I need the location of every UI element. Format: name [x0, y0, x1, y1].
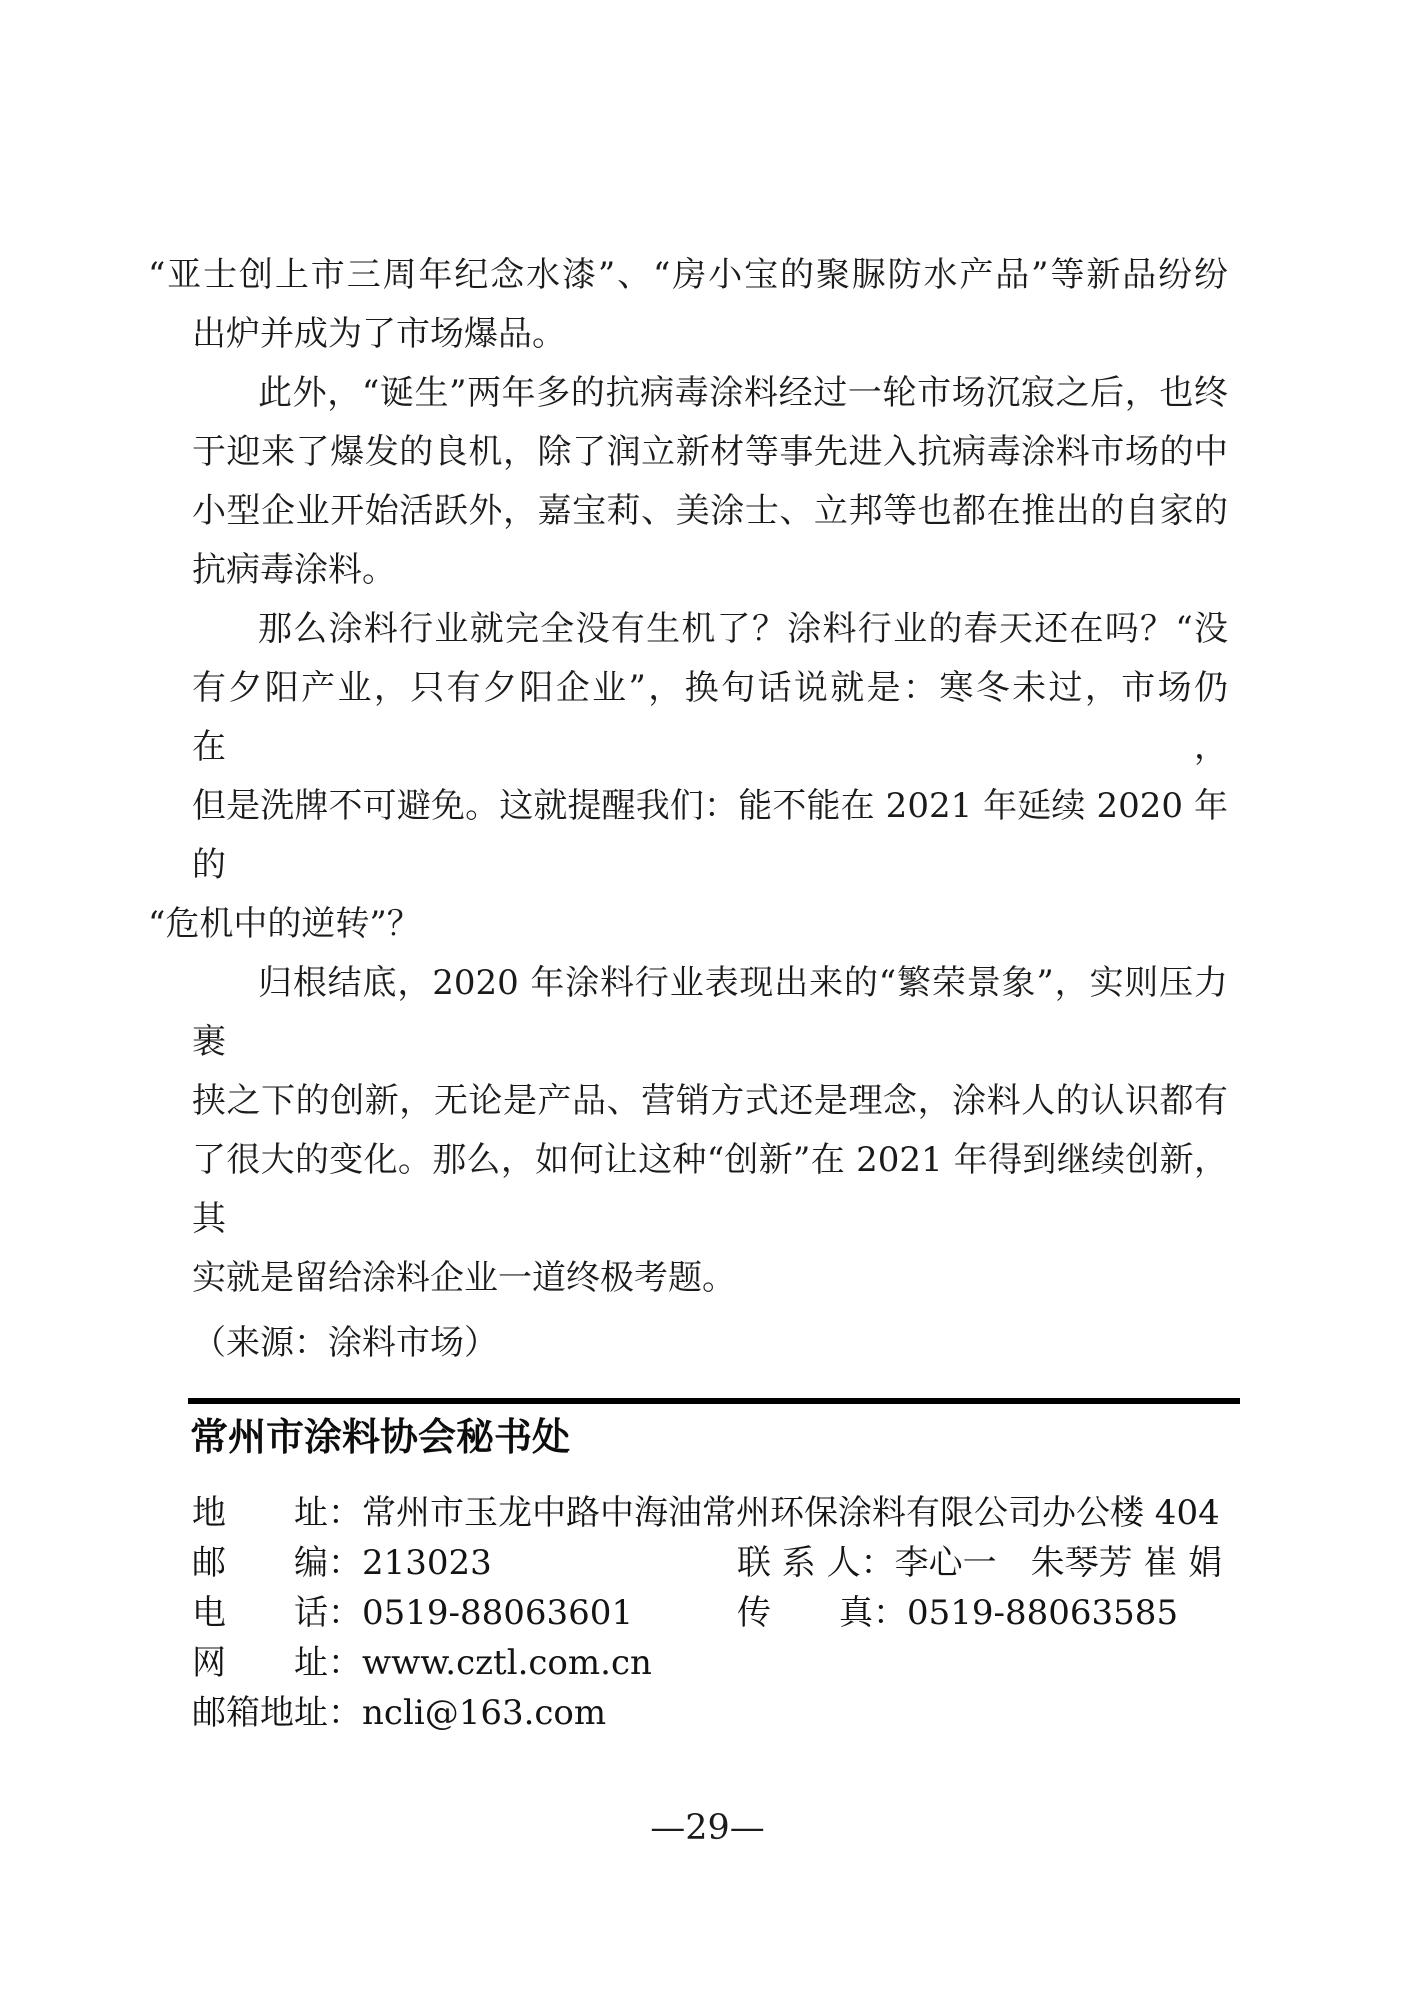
- article-line: 抗病毒涂料。: [192, 550, 396, 590]
- footer-contact-block: [192, 1488, 1232, 1738]
- contact-cell: [737, 1538, 1232, 1588]
- footer-divider: [188, 1398, 1240, 1404]
- article-line: 小型企业开始活跃外，嘉宝莉、美涂士、立邦等也都在推出的自家的: [192, 491, 1228, 531]
- article-line: 但是洗牌不可避免。这就提醒我们：能不能在 2021 年延续 2020 年的: [192, 786, 1228, 885]
- contact-cell: [737, 1588, 1232, 1638]
- article-line: 此外，“诞生”两年多的抗病毒涂料经过一轮市场沉寂之后，也终: [258, 373, 1228, 413]
- fax-value: 0519-88063585: [907, 1593, 1179, 1633]
- contact-row-phone-fax: [192, 1588, 1232, 1638]
- contact-cell: [192, 1638, 1232, 1688]
- contact-cell: [192, 1688, 1232, 1738]
- article-line: 实就是留给涂料企业一道终极考题。: [192, 1258, 736, 1298]
- website-label: 网 址：: [192, 1643, 362, 1683]
- footer-org-title: 常州市涂料协会秘书处: [190, 1415, 571, 1459]
- page-number: —29—: [650, 1808, 765, 1848]
- article-body: [148, 246, 1228, 1373]
- contact-person-label: 联 系 人：: [737, 1543, 895, 1583]
- article-line: “亚士创上市三周年纪念水漆”、“房小宝的聚脲防水产品”等新品纷纷: [148, 255, 1228, 295]
- email-value: ncli@163.com: [362, 1693, 607, 1733]
- article-line: 了很大的变化。那么，如何让这种“创新”在 2021 年得到继续创新，其: [192, 1140, 1228, 1239]
- contact-cell: [192, 1588, 737, 1638]
- fax-label: 传 真：: [737, 1593, 907, 1633]
- phone-label: 电 话：: [192, 1593, 362, 1633]
- article-line: 于迎来了爆发的良机，除了润立新材等事先进入抗病毒涂料市场的中: [192, 432, 1228, 472]
- article-line: 出炉并成为了市场爆品。: [192, 314, 566, 354]
- contact-cell: [192, 1488, 1232, 1538]
- contact-row-postcode-contacts: [192, 1538, 1232, 1588]
- email-label: 邮箱地址：: [192, 1693, 362, 1733]
- address-label: 地 址：: [192, 1493, 362, 1533]
- source-attribution: （来源：涂料市场）: [192, 1323, 498, 1363]
- article-line: “危机中的逆转”？: [148, 904, 421, 944]
- phone-value: 0519-88063601: [362, 1593, 634, 1633]
- contact-person-value: 李心一 朱琴芳 崔 娟: [894, 1543, 1223, 1583]
- contact-row-email: [192, 1688, 1232, 1738]
- article-line: 那么涂料行业就完全没有生机了？涂料行业的春天还在吗？“没: [258, 609, 1228, 649]
- article-line: 归根结底，2020 年涂料行业表现出来的“繁荣景象”，实则压力裹: [192, 963, 1228, 1062]
- contact-cell: [192, 1538, 737, 1588]
- website-value: www.cztl.com.cn: [362, 1643, 652, 1683]
- contact-row-website: [192, 1638, 1232, 1688]
- article-line: 有夕阳产业，只有夕阳企业”，换句话说就是：寒冬未过，市场仍在，: [192, 668, 1228, 767]
- article-line: 挟之下的创新，无论是产品、营销方式还是理念，涂料人的认识都有: [192, 1081, 1228, 1121]
- postcode-label: 邮 编：: [192, 1543, 362, 1583]
- address-value: 常州市玉龙中路中海油常州环保涂料有限公司办公楼 404: [362, 1493, 1220, 1533]
- contact-row-address: [192, 1488, 1232, 1538]
- postcode-value: 213023: [362, 1543, 492, 1583]
